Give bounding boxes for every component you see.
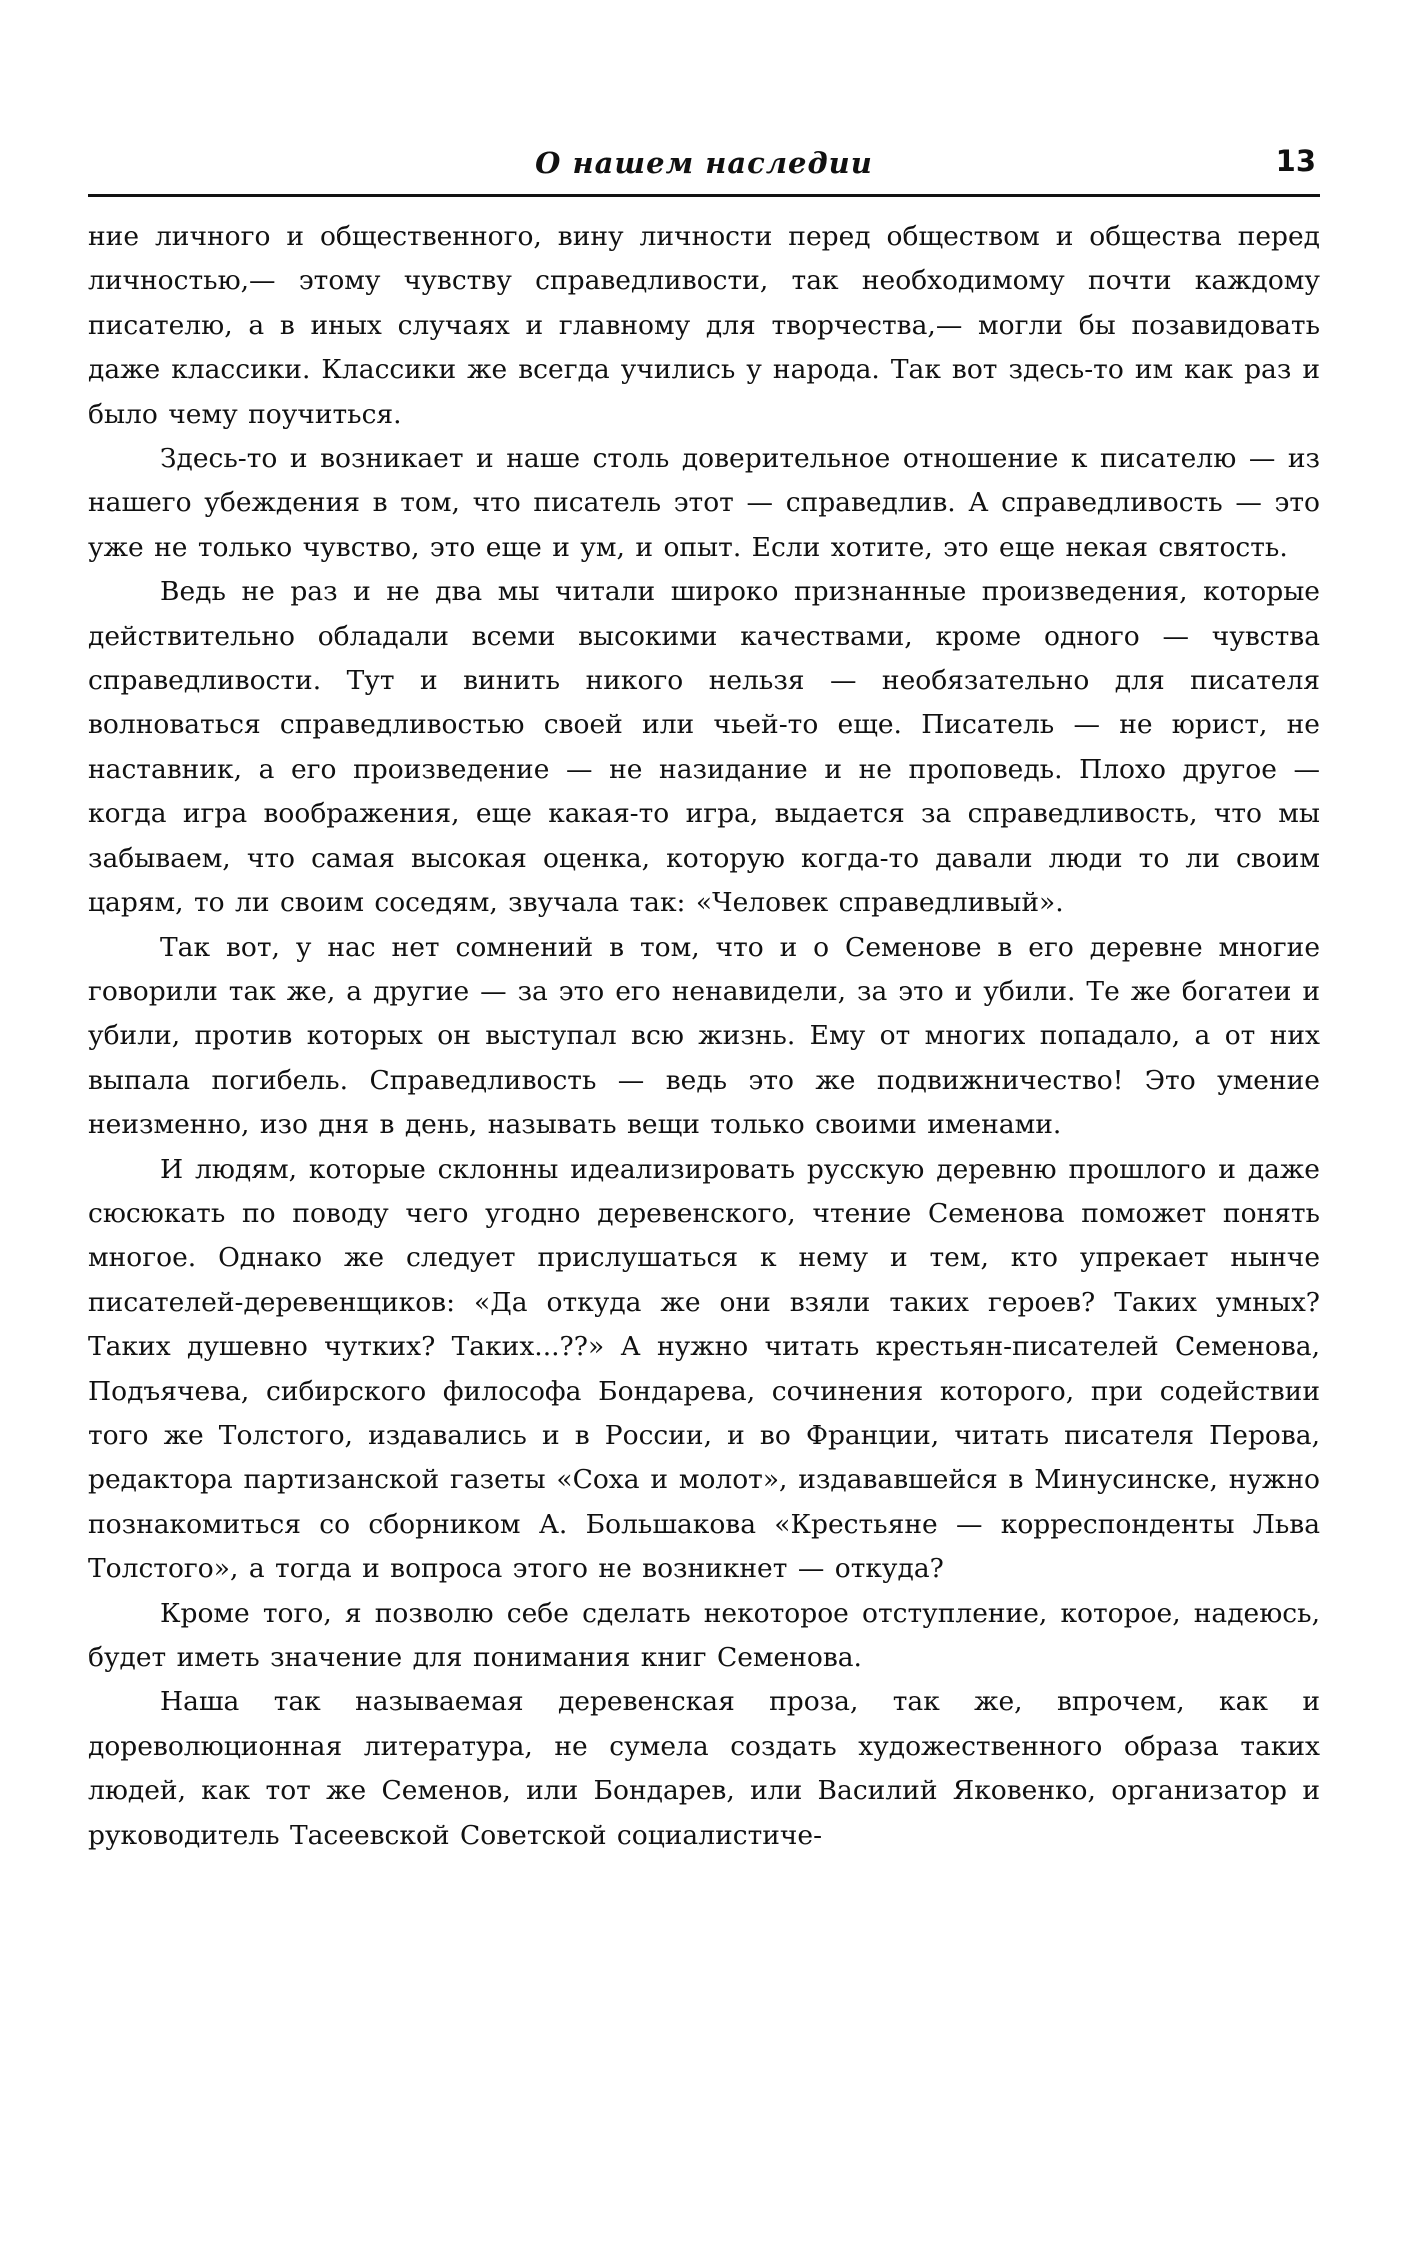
paragraph-continuation: ние личного и общественного, вину личности перед обществом и общества перед личностью,— этому чувству справедливости, так необходимому почти каждому писателю, а в иных случаях и главному для творчества,— могли бы позавидовать даже классики. Классики же всегда учились у народа. Так вот здесь-то им как раз и было чему поучиться. bbox=[88, 221, 1320, 430]
paragraph: Так вот, у нас нет сомнений в том, что и о Семенове в его деревне многие говорили так же, а другие — за это его ненавидели, за это и убили. Те же богатеи и убили, против которых он выступал всю жизнь. Ему от многих попадало, а от них выпала погибель. Справедливость — ведь это же подвижничество! Это умение неизменно, изо дня в день, называть вещи только своими именами. bbox=[88, 931, 1320, 1141]
body-text bbox=[88, 215, 1320, 1858]
paragraph: Ведь не раз и не два мы читали широко признанные произведения, которые действительно обладали всеми высокими качествами, кроме одного — чувства справедливости. Тут и винить никого нельзя — необязательно для писателя волноваться справедливостью своей или чьей-то еще. Писатель — не юрист, не наставник, а его произведение — не назидание и не проповедь. Плохо другое — когда игра воображения, еще какая-то игра, выдается за справедливость, что мы забываем, что самая высокая оценка, которую когда-то давали люди то ли своим царям, то ли своим соседям, звучала так: «Человек справедливый». bbox=[88, 576, 1320, 919]
paragraph: И людям, которые склонны идеализировать русскую деревню прошлого и даже сюсюкать по поводу чего угодно деревенского, чтение Семенова поможет понять многое. Однако же следует прислушаться к нему и тем, кто упрекает нынче писателей-деревенщиков: «Да откуда же они взяли таких героев? Таких умных? Таких душевно чутких? Таких...??» А нужно читать крестьян-писателей Семенова, Подъячева, сибирского философа Бондарева, сочинения которого, при содействии того же Толстого, издавались и в России, и во Франции, читать писателя Перова, редактора партизанской газеты «Соха и молот», издававшейся в Минусинске, нужно познакомиться со сборником А. Большакова «Крестьяне — корреспонденты Льва Толстого», а тогда и вопроса этого не возникнет — откуда? bbox=[88, 1153, 1320, 1585]
paragraph: Здесь-то и возникает и наше столь доверительное отношение к писателю — из нашего убеждения в том, что писатель этот — справедлив. А справедливость — это уже не только чувство, это еще и ум, и опыт. Если хотите, это еще некая святость. bbox=[88, 443, 1320, 563]
paragraph: Наша так называемая деревенская проза, так же, впрочем, как и дореволюционная литература, не сумела создать художественного образа таких людей, как тот же Семенов, или Бондарев, или Василий Яковенко, организатор и руководитель Тасеевской Советской социалистиче- bbox=[88, 1686, 1320, 1851]
running-title: О нашем наследии bbox=[535, 146, 873, 180]
page-number: 13 bbox=[1275, 144, 1316, 178]
header-rule bbox=[88, 194, 1320, 197]
running-header bbox=[88, 138, 1320, 194]
book-page bbox=[88, 138, 1320, 1858]
paragraph: Кроме того, я позволю себе сделать некоторое отступление, которое, надеюсь, будет иметь значение для понимания книг Семенова. bbox=[88, 1597, 1320, 1673]
